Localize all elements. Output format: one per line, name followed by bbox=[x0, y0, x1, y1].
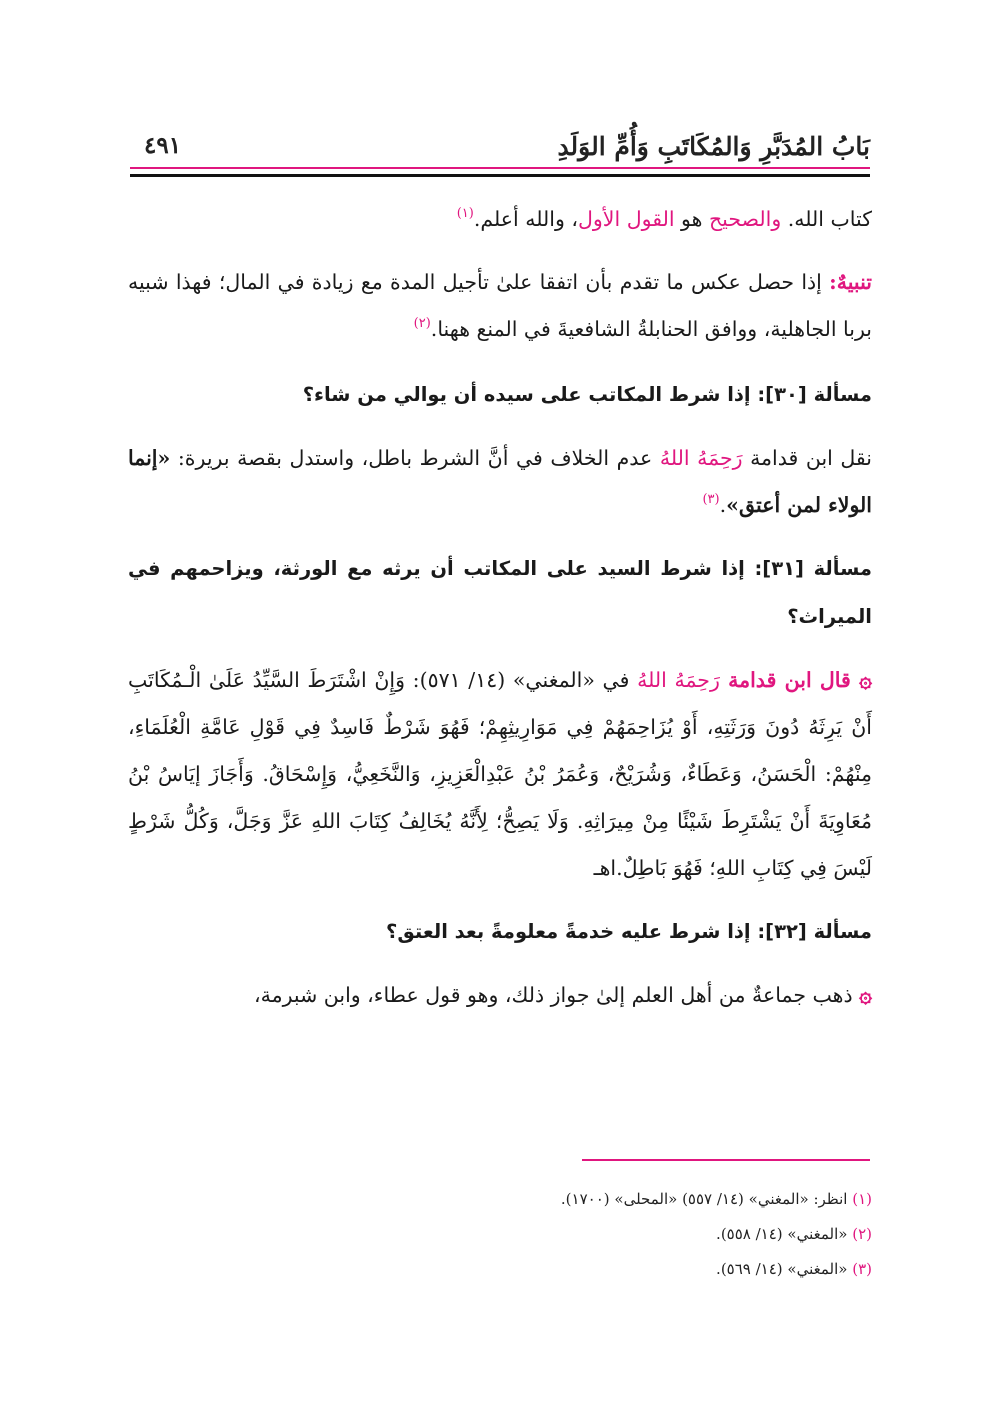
question-32-heading: مسألة [٣٢]: إذا شرط عليه خدمةً معلومةً بعد العتق؟ bbox=[386, 920, 872, 943]
paragraph-1 bbox=[128, 196, 872, 243]
footnote-text: «المغني» (١٤/ ٥٥٨). bbox=[716, 1225, 853, 1243]
chapter-title: بَابُ المُدَبَّرِ وَالمُكَاتَبِ وَأُمِّ الوَلَدِ bbox=[557, 132, 870, 161]
footnote-separator bbox=[582, 1159, 870, 1161]
paragraph-5 bbox=[128, 972, 872, 1019]
honorific: رَحِمَهُ اللهُ bbox=[637, 668, 720, 692]
footnote-1 bbox=[172, 1182, 872, 1217]
footnote-number: (١) bbox=[852, 1190, 872, 1208]
footnote-ref-2[interactable]: (٢) bbox=[413, 316, 431, 331]
question-31-heading: مسألة [٣١]: إذا شرط السيد على المكاتب أن يرثه مع الورثة، ويزاحمهم في الميراث؟ bbox=[128, 557, 872, 628]
footnotes bbox=[172, 1182, 872, 1287]
highlight-sahih: والصحيح bbox=[708, 207, 782, 231]
footnote-ref-1[interactable]: (١) bbox=[456, 206, 474, 221]
page-number: ٤٩١ bbox=[144, 132, 182, 159]
paragraph-note bbox=[128, 259, 872, 353]
text-run: كتاب الله. bbox=[781, 207, 872, 231]
footnote-2 bbox=[172, 1217, 872, 1252]
question-30-heading: مسألة [٣٠]: إذا شرط المكاتب على سيده أن يوالي من شاء؟ bbox=[302, 383, 872, 406]
footnote-number: (٢) bbox=[852, 1225, 872, 1243]
flower-icon: ۞ bbox=[859, 982, 872, 1008]
text-run: هو bbox=[674, 207, 709, 231]
citation-source: في «المغني» (١٤/ ٥٧١): bbox=[405, 668, 638, 692]
page-body bbox=[128, 196, 872, 1019]
hadith-quote: «إنما الولاء لمن أعتق» bbox=[128, 446, 872, 517]
text-run: نقل ابن قدامة bbox=[742, 446, 872, 470]
header-pink-rule bbox=[130, 167, 870, 169]
paragraph-3 bbox=[128, 435, 872, 529]
quoted-text: وَإِنْ اشْتَرَطَ السَّيِّدُ عَلَىٰ الْـمُكَاتَبِ أَنْ يَرِثَهُ دُونَ وَرَثَتِهِ، أَوْ يُزَاحِمَهُمْ فِي مَوَارِيثِهِمْ؛ فَهُوَ شَرْطٌ فَاسِدٌ فِي قَوْلِ عَامَّةِ الْعُلَمَاءِ، مِنْهُمْ: الْحَسَنُ، وَعَطَاءٌ، وَشُرَيْحٌ، وَعُمَرُ بْنُ عَبْدِالْعَزِيزِ، وَالنَّخَعِيُّ، وَإِسْحَاقُ. وَأَجَازَ إيَاسُ بْنُ مُعَاوِيَةَ أَنْ يَشْتَرِطَ شَيْئًا مِنْ مِيرَاثِهِ. وَلَا يَصِحُّ؛ لِأَنَّهُ يُخَالِفُ كِتَابَ اللهِ عَزَّ وَجَلَّ، وَكُلُّ شَرْطٍ لَيْسَ فِي كِتَابِ اللهِ؛ فَهُوَ بَاطِلٌ.اهـ bbox=[128, 668, 872, 880]
header-black-rule bbox=[130, 174, 870, 177]
note-label: تنبيهٌ: bbox=[829, 270, 872, 294]
text-run: . bbox=[719, 493, 727, 517]
footnote-ref-3[interactable]: (٣) bbox=[702, 492, 720, 507]
paragraph-4 bbox=[128, 657, 872, 892]
citation-author: قال ابن قدامة bbox=[719, 668, 860, 692]
footnote-text: «المغني» (١٤/ ٥٦٩). bbox=[716, 1260, 853, 1278]
text-run: إذا حصل عكس ما تقدم بأن اتفقا علىٰ تأجيل المدة مع زيادة في المال؛ فهذا شبيه بربا الجاهلية، ووافق الحنابلةُ الشافعيةَ في المنع ههنا. bbox=[128, 270, 872, 341]
text-run: عدم الخلاف في أنَّ الشرط باطل، واستدل بقصة بريرة: bbox=[170, 446, 660, 470]
honorific: رَحِمَهُ اللهُ bbox=[659, 446, 743, 470]
footnote-3 bbox=[172, 1252, 872, 1287]
text-run: ذهب جماعةٌ من أهل العلم إلىٰ جواز ذلك، وهو قول عطاء، وابن شبرمة، bbox=[253, 983, 860, 1007]
flower-icon: ۞ bbox=[859, 667, 872, 693]
footnote-number: (٣) bbox=[852, 1260, 872, 1278]
text-run: ، والله أعلم. bbox=[473, 207, 579, 231]
page-header bbox=[130, 132, 870, 170]
footnote-text: انظر: «المغني» (١٤/ ٥٥٧) «المحلى» (١٧٠٠). bbox=[560, 1190, 853, 1208]
highlight-first-opinion: القول الأول bbox=[578, 207, 675, 231]
